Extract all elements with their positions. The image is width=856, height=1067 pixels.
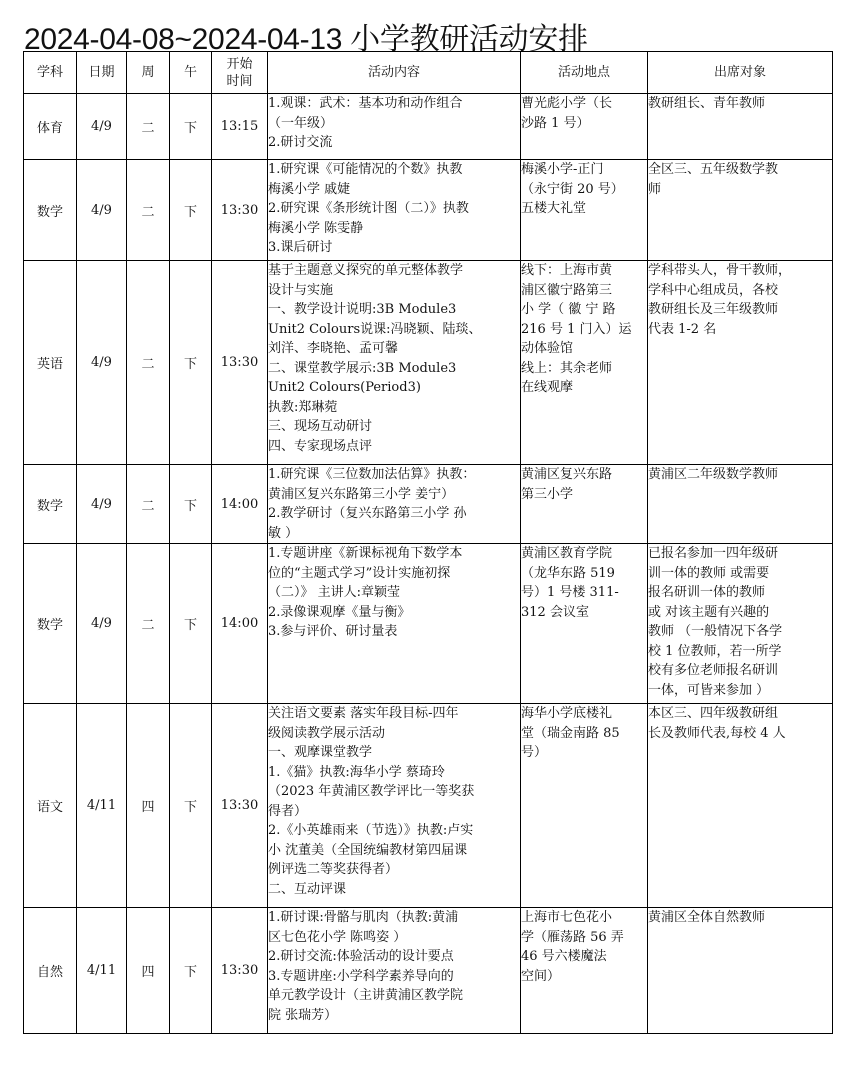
- period-cell-text: 下: [183, 204, 197, 220]
- subject-cell: [24, 704, 77, 908]
- content-line: 执教:郑琳菀: [268, 399, 338, 415]
- date-cell-text: 4/9: [91, 202, 112, 218]
- content-line: 2.研讨交流: [268, 135, 333, 150]
- header-content: 活动内容: [268, 52, 521, 94]
- location-line: 动体验馆: [521, 341, 574, 356]
- start-time-cell-text: 13:30: [220, 963, 259, 978]
- content-cell: [268, 160, 521, 261]
- subject-cell: [24, 94, 77, 160]
- start-time-cell-text: 13:30: [220, 202, 259, 218]
- date-cell-text: 4/11: [86, 963, 117, 978]
- weekday-cell-text: 二: [141, 618, 155, 633]
- start-time-cell: [212, 465, 268, 544]
- header-attendees: 出席对象: [648, 52, 833, 94]
- period-cell-text: 下: [183, 618, 197, 633]
- subject-cell: [24, 908, 77, 1034]
- content-line: 1.《猫》执教:海华小学 蔡琦玲: [268, 764, 445, 780]
- content-line: 2.教学研讨（复兴东路第三小学 孙: [268, 506, 467, 521]
- location-line: （永宁街 20 号）: [521, 181, 624, 197]
- location-line: 黄浦区复兴东路: [521, 467, 613, 482]
- content-line: 区七色花小学 陈鸣姿 ）: [268, 929, 407, 945]
- header-weekday: 周: [127, 52, 170, 94]
- date-cell-text: 4/11: [86, 798, 117, 813]
- weekday-cell: [127, 94, 170, 160]
- location-line: 梅溪小学-正门: [521, 162, 604, 177]
- attendees-line: 学科中心组成员，各校: [648, 282, 779, 298]
- content-cell: [268, 704, 521, 908]
- content-line: 四、专家现场点评: [268, 438, 373, 454]
- subject-cell-text: 英语: [36, 357, 63, 372]
- date-cell: [77, 908, 127, 1034]
- content-line: 梅溪小学 戚婕: [268, 181, 351, 197]
- period-cell: [170, 908, 212, 1034]
- content-line: （2023 年黄浦区教学评比一等奖获: [268, 784, 475, 799]
- period-cell-text: 下: [183, 965, 197, 980]
- attendees-cell: [648, 908, 833, 1034]
- subject-cell: [24, 465, 77, 544]
- subject-cell-text: 自然: [36, 965, 63, 980]
- attendees-line: 校 1 位教师，若一所学: [648, 643, 782, 659]
- content-line: 小 沈董美（全国统编教材第四届课: [268, 842, 468, 858]
- location-line: （龙华东路 519: [521, 565, 615, 581]
- location-cell: [521, 544, 648, 704]
- content-line: 二、互动评课: [268, 881, 347, 897]
- location-line: 312 会议室: [521, 604, 589, 620]
- period-cell: [170, 465, 212, 544]
- content-line: 一、教学设计说明:3B Module3: [268, 302, 457, 317]
- attendees-cell: [648, 544, 833, 704]
- start-time-cell: [212, 908, 268, 1034]
- table-row: [24, 544, 833, 704]
- period-cell-text: 下: [183, 800, 197, 815]
- period-cell: [170, 261, 212, 465]
- attendees-line: 报名研训一体的教师: [648, 585, 766, 600]
- attendees-line: 训一体的教师 或需要: [648, 565, 770, 581]
- period-cell: [170, 94, 212, 160]
- content-line: 关注语文要素 落实年段目标-四年: [268, 706, 459, 721]
- start-time-cell: [212, 544, 268, 704]
- content-cell: [268, 908, 521, 1034]
- attendees-cell: [648, 261, 833, 465]
- location-line: 小 学（ 徽 宁 路: [521, 302, 616, 317]
- location-cell: [521, 908, 648, 1034]
- weekday-cell-text: 四: [141, 800, 155, 815]
- attendees-line: 师: [648, 181, 662, 197]
- location-line: 学（雁荡路 56 弄: [521, 929, 624, 945]
- header-row: [24, 52, 833, 94]
- header-start-time: [212, 52, 268, 94]
- content-line: 院 张瑞芳）: [268, 1007, 338, 1023]
- content-line: 1.研究课《可能情况的个数》执教: [268, 162, 463, 177]
- content-line: 2.《小英雄雨来（节选）》执教:卢实: [268, 823, 474, 838]
- attendees-cell: [648, 465, 833, 544]
- page-title: 2024-04-08~2024-04-13 小学教研活动安排: [24, 23, 588, 56]
- table-row: [24, 94, 833, 160]
- start-time-cell: [212, 160, 268, 261]
- content-line: 2.研究课《条形统计图（二）》执教: [268, 201, 469, 216]
- period-cell: [170, 704, 212, 908]
- content-line: 1.专题讲座《新课标视角下数学本: [268, 546, 463, 561]
- location-line: 浦区徽宁路第三: [521, 282, 613, 298]
- period-cell-text: 下: [183, 121, 197, 136]
- header-date: 日期: [77, 52, 127, 94]
- attendees-line: 长及教师代表,每校 4 人: [648, 725, 786, 741]
- start-time-cell: [212, 261, 268, 465]
- period-cell: [170, 160, 212, 261]
- attendees-line: 黄浦区二年级数学教师: [648, 467, 779, 482]
- content-line: 梅溪小学 陈雯静: [268, 220, 364, 236]
- subject-cell-text: 数学: [36, 498, 63, 514]
- date-cell-text: 4/9: [91, 616, 112, 631]
- content-line: （二）》 主讲人:章颖莹: [268, 585, 401, 600]
- header-start-time-line: 开始: [226, 56, 253, 72]
- attendees-line: 教师 （一般情况下各学: [648, 624, 783, 639]
- table-row: [24, 908, 833, 1034]
- location-line: 堂（瑞金南路 85: [521, 725, 620, 741]
- attendees-cell: [648, 160, 833, 261]
- content-cell: [268, 465, 521, 544]
- content-cell: [268, 544, 521, 704]
- date-cell: [77, 160, 127, 261]
- header-subject: 学科: [24, 52, 77, 94]
- schedule-table: [23, 51, 833, 1034]
- location-line: 沙路 1 号）: [521, 115, 590, 131]
- location-line: 曹光彪小学（长: [521, 96, 613, 111]
- weekday-cell: [127, 261, 170, 465]
- attendees-line: 本区三、四年级教研组: [648, 706, 779, 721]
- date-cell: [77, 465, 127, 544]
- location-cell: [521, 261, 648, 465]
- location-line: 海华小学底楼礼: [521, 706, 613, 721]
- location-line: 第三小学: [521, 486, 574, 502]
- content-line: 刘洋、李晓艳、孟可馨: [268, 341, 399, 356]
- content-line: Unit2 Colours说课:冯晓颖、陆琰、: [268, 321, 482, 337]
- date-cell-text: 4/9: [91, 355, 112, 370]
- location-line: 线上：其余老师: [521, 360, 613, 376]
- content-line: 1.研究课《三位数加法估算》执教：: [268, 467, 476, 482]
- header-location: 活动地点: [521, 52, 648, 94]
- weekday-cell-text: 二: [141, 121, 155, 136]
- table-row: [24, 261, 833, 465]
- table-row: [24, 704, 833, 908]
- content-line: 一、观摩课堂教学: [268, 745, 373, 760]
- attendees-cell: [648, 94, 833, 160]
- attendees-line: 学科带头人，骨干教师，: [648, 263, 792, 278]
- attendees-line: 代表 1-2 名: [648, 321, 717, 337]
- attendees-line: 教研组长及三年级教师: [648, 302, 779, 317]
- location-cell: [521, 160, 648, 261]
- content-cell: [268, 261, 521, 465]
- attendees-line: 黄浦区全体自然教师: [648, 910, 766, 925]
- location-line: 上海市七色花小: [521, 910, 613, 925]
- attendees-line: 全区三、五年级数学教: [648, 162, 779, 177]
- weekday-cell: [127, 908, 170, 1034]
- period-cell-text: 下: [183, 357, 197, 372]
- header-period: 午: [170, 52, 212, 94]
- period-cell: [170, 544, 212, 704]
- content-line: 基于主题意义探究的单元整体教学: [268, 263, 464, 278]
- start-time-cell: [212, 704, 268, 908]
- weekday-cell-text: 二: [141, 204, 155, 220]
- attendees-line: 已报名参加一四年级研: [648, 546, 779, 561]
- location-line: 五楼大礼堂: [521, 201, 587, 216]
- content-line: Unit2 Colours(Period3): [268, 380, 421, 395]
- content-line: 二、课堂教学展示:3B Module3: [268, 360, 457, 376]
- attendees-line: 一体，可皆来参加 ）: [648, 682, 770, 698]
- location-cell: [521, 94, 648, 160]
- location-line: 空间）: [521, 968, 561, 984]
- start-time-cell-text: 14:00: [220, 616, 259, 631]
- date-cell: [77, 544, 127, 704]
- content-line: 1.观课：武术：基本功和动作组合: [268, 96, 463, 111]
- date-cell: [77, 94, 127, 160]
- weekday-cell-text: 二: [141, 357, 155, 372]
- content-cell: [268, 94, 521, 160]
- header-start-time-line: 时间: [226, 73, 253, 89]
- location-line: 号）: [521, 745, 548, 760]
- subject-cell-text: 数学: [36, 204, 63, 220]
- subject-cell: [24, 160, 77, 261]
- weekday-cell: [127, 160, 170, 261]
- content-line: 2.录像课观摩《量与衡》: [268, 604, 411, 620]
- attendees-cell: [648, 704, 833, 908]
- content-line: 例评选二等奖获得者）: [268, 862, 399, 877]
- content-line: 位的“主题式学习”设计实施初探: [268, 565, 451, 581]
- period-cell-text: 下: [183, 498, 197, 514]
- subject-cell-text: 体育: [36, 121, 63, 136]
- content-line: 设计与实施: [268, 282, 334, 298]
- weekday-cell: [127, 544, 170, 704]
- content-line: 2.研讨交流:体验活动的设计要点: [268, 949, 454, 964]
- content-line: 单元教学设计（主讲黄浦区教学院: [268, 988, 464, 1003]
- attendees-line: 教研组长、青年教师: [648, 96, 766, 111]
- content-line: 3.参与评价、研讨量表: [268, 624, 398, 639]
- content-line: 3.课后研讨: [268, 240, 333, 255]
- location-line: 黄浦区教育学院: [521, 546, 613, 561]
- content-line: 三、现场互动研讨: [268, 419, 373, 434]
- schedule-body: [24, 94, 833, 1034]
- subject-cell-text: 数学: [36, 618, 63, 633]
- subject-cell: [24, 261, 77, 465]
- location-line: 216 号 1 门入）运: [521, 321, 632, 337]
- location-cell: [521, 465, 648, 544]
- date-cell: [77, 261, 127, 465]
- content-line: 黄浦区复兴东路第三小学 姜宁）: [268, 486, 455, 502]
- start-time-cell-text: 13:15: [220, 119, 259, 134]
- table-row: [24, 160, 833, 261]
- subject-cell-text: 语文: [36, 800, 63, 815]
- location-line: 线下：上海市黄: [521, 263, 613, 278]
- start-time-cell-text: 13:30: [220, 798, 259, 813]
- content-line: （一年级）: [268, 115, 334, 131]
- date-cell: [77, 704, 127, 908]
- table-row: [24, 465, 833, 544]
- weekday-cell-text: 二: [141, 498, 155, 514]
- content-line: 1.研讨课:骨骼与肌肉（执教:黄浦: [268, 910, 459, 925]
- attendees-line: 或 对该主题有兴趣的: [648, 604, 770, 620]
- weekday-cell: [127, 704, 170, 908]
- content-line: 3.专题讲座:小学科学素养导向的: [268, 968, 454, 984]
- location-line: 46 号六楼魔法: [521, 949, 607, 964]
- start-time-cell-text: 14:00: [220, 496, 259, 512]
- location-line: 在线观摩: [521, 380, 574, 395]
- subject-cell: [24, 544, 77, 704]
- date-cell-text: 4/9: [91, 119, 112, 134]
- content-line: 得者）: [268, 803, 308, 819]
- date-cell-text: 4/9: [91, 496, 112, 512]
- weekday-cell: [127, 465, 170, 544]
- start-time-cell: [212, 94, 268, 160]
- content-line: 敏 ）: [268, 525, 299, 541]
- content-line: 级阅读教学展示活动: [268, 725, 386, 741]
- location-line: 号）1 号楼 311-: [521, 585, 619, 600]
- attendees-line: 校有多位老师报名研训: [648, 663, 779, 678]
- location-cell: [521, 704, 648, 908]
- weekday-cell-text: 四: [141, 965, 155, 980]
- start-time-cell-text: 13:30: [220, 355, 259, 370]
